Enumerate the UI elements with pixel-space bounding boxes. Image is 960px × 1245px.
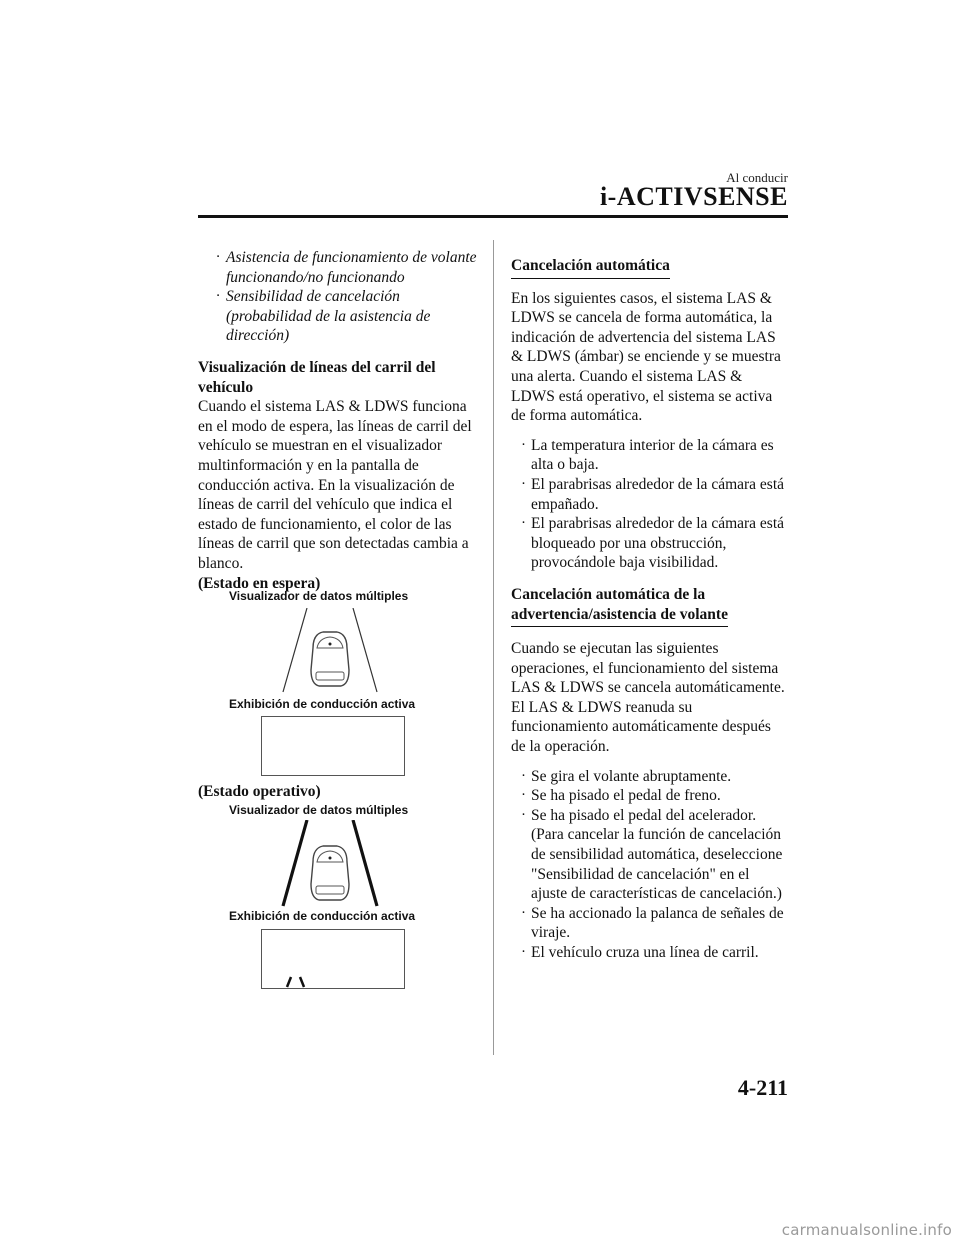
- list-item: · Se gira el volante abruptamente.: [521, 767, 732, 785]
- standby-label: (Estado en espera): [198, 574, 321, 592]
- bullet-icon: ·: [521, 904, 526, 921]
- list-item: · El parabrisas alrededor de la cámara está bloqueado por una obstrucción, provocándole baja visibilidad.: [521, 515, 785, 572]
- active-display-lane-lines: [262, 930, 404, 988]
- list-item: · Se ha pisado el pedal de freno.: [521, 787, 721, 805]
- lane-display-heading: Visualización de líneas del carril del vehículo: [198, 358, 436, 396]
- auto-cancel-heading: Cancelación automática: [511, 256, 670, 279]
- header-rule: [198, 215, 788, 218]
- section-title: i-ACTIVSENSE: [599, 182, 788, 211]
- list-item: · Se ha accionado la palanca de señales de viraje.: [521, 904, 784, 942]
- left-column: [198, 248, 478, 593]
- bullet-icon: ·: [216, 288, 220, 305]
- auto-cancel-body: En los siguientes casos, el sistema LAS & LDWS se cancela de forma automática, la indicación de advertencia del sistema LAS & LDWS (ámbar) se enciende y se muestra una alerta. Cuando el sistema LAS & LDWS está operativo, el sistema se activa de forma automática.: [511, 289, 781, 425]
- watermark[interactable]: carmanualsonline.info: [781, 1221, 952, 1239]
- page-number: 4-211: [737, 1075, 788, 1100]
- warning-cancel-heading: Cancelación automática de la advertencia/asistencia de volante: [511, 585, 728, 627]
- operative-lane-car-illustration: [275, 820, 385, 908]
- standby-lane-car-illustration: [275, 608, 385, 693]
- bullet-icon: ·: [216, 249, 220, 265]
- right-column: [511, 248, 789, 963]
- lane-display-body: Cuando el sistema LAS & LDWS funciona en el modo de espera, las líneas de carril del vehículo se muestran en el visualizador multinformación y en la pantalla de conducción activa. En la visualización de líneas de carril del vehículo que indica el estado de funcionamiento, el color de las líneas de carril que son detectadas cambia a blanco.: [198, 398, 472, 572]
- list-item: · Asistencia de funcionamiento de volante funcionando/no funcionando: [216, 249, 477, 286]
- standby-active-display-box: [261, 716, 405, 776]
- list-item: · La temperatura interior de la cámara es alta o baja.: [521, 436, 774, 474]
- warning-cancel-body: Cuando se ejecutan las siguientes operaciones, el funcionamiento del sistema LAS & LDWS se cancela automáticamente. El LAS & LDWS reanuda su funcionamiento automáticamente después de la operación.: [511, 640, 785, 756]
- auto-cancel-list: [519, 436, 789, 573]
- list-item: · El vehículo cruza una línea de carril.: [521, 944, 759, 961]
- operative-label: (Estado operativo): [198, 783, 321, 800]
- list-item: · El parabrisas alrededor de la cámara está empañado.: [521, 475, 785, 513]
- bullet-icon: ·: [521, 436, 526, 453]
- chapter-label: Al conducir: [726, 170, 788, 185]
- bullet-icon: ·: [521, 515, 526, 532]
- figure-standby-mid-caption: Visualizador de datos múltiples: [229, 589, 409, 603]
- figure-standby-ad-caption: Exhibición de conducción activa: [229, 697, 416, 711]
- column-divider: [493, 240, 494, 1055]
- bullet-icon: ·: [521, 767, 526, 784]
- list-item: · Sensibilidad de cancelación (probabilidad de la asistencia de dirección): [216, 288, 431, 345]
- figure-operative-mid-caption: Visualizador de datos múltiples: [229, 803, 409, 817]
- figure-operative-ad-caption: Exhibición de conducción activa: [229, 909, 416, 923]
- bullet-icon: ·: [521, 944, 526, 960]
- bullet-icon: ·: [521, 787, 526, 804]
- italic-bullet-list: [214, 248, 478, 346]
- bullet-icon: ·: [521, 806, 526, 823]
- warning-cancel-list: [519, 767, 789, 963]
- operative-active-display-box: [261, 929, 405, 989]
- list-item: · Se ha pisado el pedal del acelerador. (Para cancelar la función de cancelación de sensibilidad automática, deseleccione "Sensibilidad de cancelación" en el ajuste de características de cancelación.): [521, 806, 783, 903]
- bullet-icon: ·: [521, 475, 526, 492]
